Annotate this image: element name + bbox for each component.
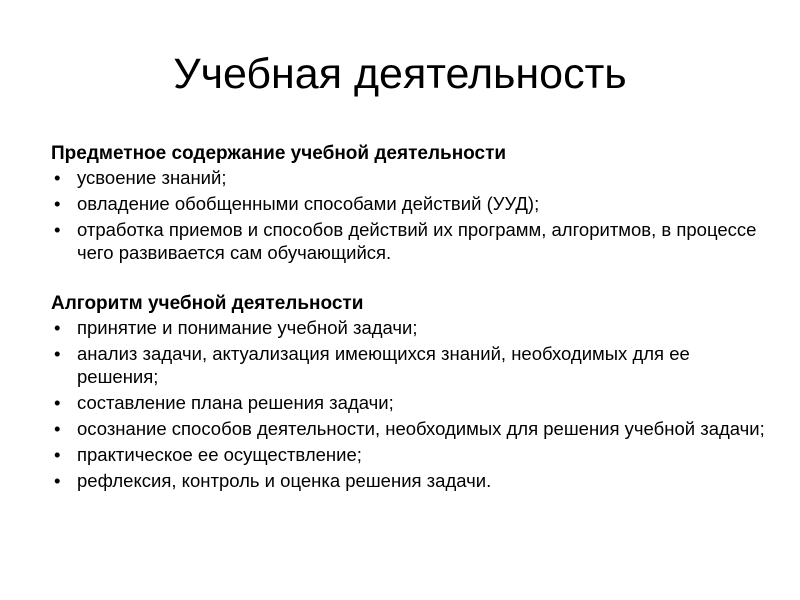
list-item bbox=[51, 316, 771, 339]
list-item bbox=[51, 218, 771, 264]
list-item-text: составление плана решения задачи; bbox=[77, 392, 394, 413]
section-heading: Алгоритм учебной деятельности bbox=[51, 293, 364, 314]
section-spacer bbox=[51, 267, 771, 291]
bullet-icon: • bbox=[54, 470, 61, 491]
list-item-text: анализ задачи, актуализация имеющихся знаний, необходимых для ее решения; bbox=[77, 343, 690, 387]
list-item bbox=[51, 443, 771, 466]
bullet-icon: • bbox=[54, 317, 61, 338]
list-item-text: принятие и понимание учебной задачи; bbox=[77, 317, 418, 338]
bullet-list bbox=[51, 166, 771, 264]
section-subject-content bbox=[51, 141, 771, 264]
list-item bbox=[51, 417, 771, 440]
list-item-text: овладение обобщенными способами действий (УУД); bbox=[77, 193, 540, 214]
section-heading: Предметное содержание учебной деятельности bbox=[51, 143, 507, 164]
list-item bbox=[51, 192, 771, 215]
bullet-icon: • bbox=[54, 444, 61, 465]
bullet-icon: • bbox=[54, 219, 61, 240]
list-item-text: практическое ее осуществление; bbox=[77, 444, 362, 465]
list-item bbox=[51, 342, 771, 388]
slide-title: Учебная деятельность bbox=[173, 50, 627, 98]
bullet-icon: • bbox=[54, 418, 61, 439]
list-item bbox=[51, 469, 771, 492]
bullet-icon: • bbox=[54, 343, 61, 364]
bullet-icon: • bbox=[54, 392, 61, 413]
bullet-icon: • bbox=[54, 167, 61, 188]
list-item-text: рефлексия, контроль и оценка решения задачи. bbox=[77, 470, 492, 491]
slide-content bbox=[51, 141, 771, 495]
list-item bbox=[51, 166, 771, 189]
section-algorithm bbox=[51, 291, 771, 492]
bullet-icon: • bbox=[54, 193, 61, 214]
list-item bbox=[51, 391, 771, 414]
list-item-text: отработка приемов и способов действий их программ, алгоритмов, в процессе чего развивается сам обучающийся. bbox=[77, 219, 757, 263]
list-item-text: осознание способов деятельности, необходимых для решения учебной задачи; bbox=[77, 418, 765, 439]
list-item-text: усвоение знаний; bbox=[77, 167, 227, 188]
bullet-list bbox=[51, 316, 771, 492]
